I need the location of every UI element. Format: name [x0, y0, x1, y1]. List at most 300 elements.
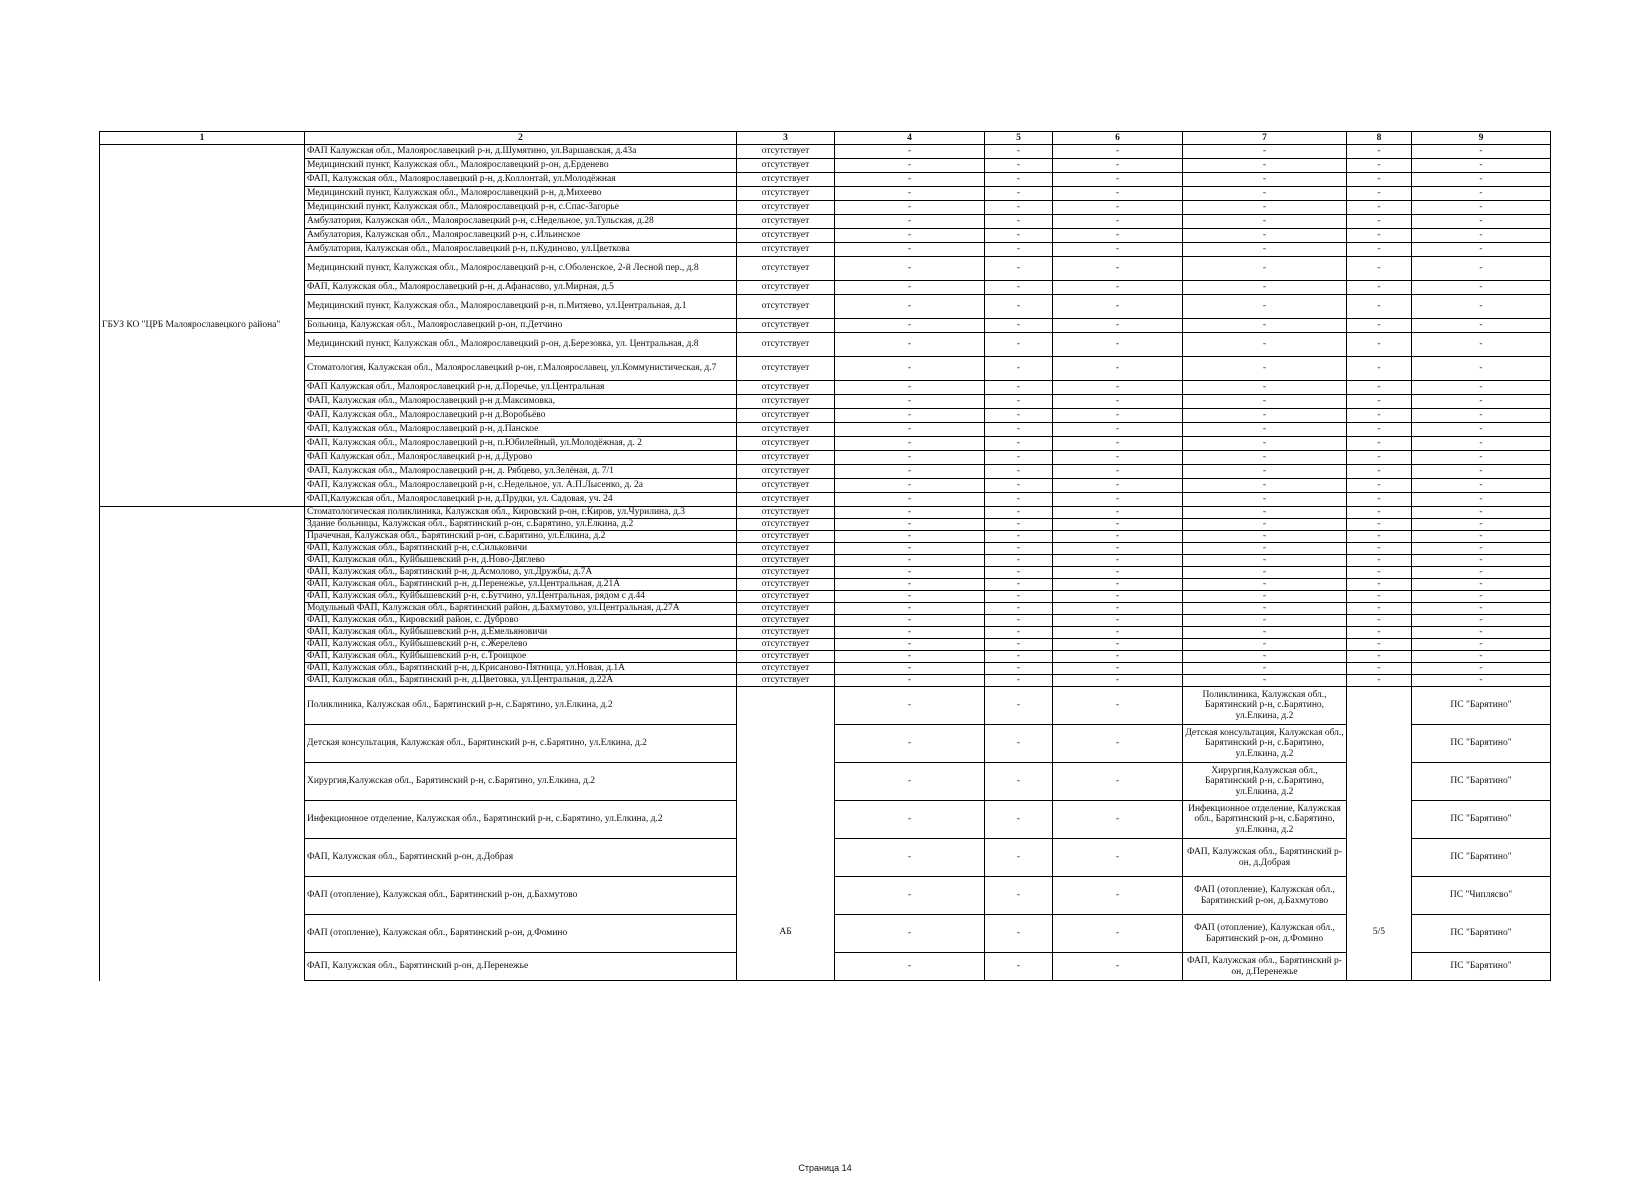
organization-cell [100, 507, 305, 981]
table-row [100, 543, 1551, 555]
value-cell: - [1053, 763, 1183, 801]
value-cell: - [985, 953, 1053, 981]
address-cell: ФАП, Калужская обл., Малоярославецкий р-н, д.Афанасово, ул.Мирная, д.5 [305, 281, 737, 295]
value-cell: - [1053, 319, 1183, 333]
value-cell: - [1412, 519, 1551, 531]
value-cell: - [835, 651, 985, 663]
status-cell: отсутствует [737, 243, 835, 257]
value-cell: - [985, 555, 1053, 567]
status-cell: отсутствует [737, 257, 835, 281]
value-cell: - [1183, 465, 1347, 479]
address-cell: Модульный ФАП, Калужская обл., Барятинский район, д.Бахмутово, ул.Центральная, д.27А [305, 603, 737, 615]
value-cell: - [1347, 675, 1412, 687]
address-cell: ФАП Калужская обл., Малоярославецкий р-н, д.Поречье, ул.Центральная [305, 381, 737, 395]
value-cell: - [1412, 173, 1551, 187]
value-cell: - [1183, 507, 1347, 519]
value-cell: - [1347, 591, 1412, 603]
value-cell: - [1053, 423, 1183, 437]
value-cell: - [985, 319, 1053, 333]
value-cell: - [1183, 451, 1347, 465]
table-row [100, 333, 1551, 357]
status-cell: отсутствует [737, 493, 835, 507]
status-cell: отсутствует [737, 357, 835, 381]
status-cell: отсутствует [737, 651, 835, 663]
value-cell: - [1053, 201, 1183, 215]
value-cell: - [835, 675, 985, 687]
value-cell: - [835, 333, 985, 357]
status-cell: отсутствует [737, 519, 835, 531]
value-cell: - [835, 555, 985, 567]
status-cell: отсутствует [737, 173, 835, 187]
value-cell: - [1183, 215, 1347, 229]
table-row [100, 591, 1551, 603]
organization-cell: ГБУЗ КО "ЦРБ Малоярославецкого района" [100, 145, 305, 507]
value-cell: - [1412, 507, 1551, 519]
value-cell: - [985, 725, 1053, 763]
value-cell: - [1183, 281, 1347, 295]
value-cell: - [1412, 567, 1551, 579]
value-cell: - [1183, 651, 1347, 663]
value-cell: - [1183, 591, 1347, 603]
value-cell: - [1347, 159, 1412, 173]
value-cell: - [835, 357, 985, 381]
value-cell: - [835, 243, 985, 257]
value-cell: - [985, 229, 1053, 243]
value-cell: - [1412, 531, 1551, 543]
value-cell: - [985, 381, 1053, 395]
value-cell: - [1183, 543, 1347, 555]
value-cell: - [1183, 295, 1347, 319]
value-cell: - [835, 801, 985, 839]
value-cell: - [1412, 493, 1551, 507]
table-row [100, 627, 1551, 639]
value-cell: - [1412, 229, 1551, 243]
value-cell: - [1347, 381, 1412, 395]
status-cell: отсутствует [737, 215, 835, 229]
value-cell: - [1183, 243, 1347, 257]
value-cell: - [1412, 591, 1551, 603]
value-cell: - [1347, 567, 1412, 579]
value-cell: - [985, 215, 1053, 229]
table-row [100, 639, 1551, 651]
value-cell: - [1183, 567, 1347, 579]
value-cell: - [1053, 639, 1183, 651]
address-cell: Медицинский пункт, Калужская обл., Малоярославецкий р-н, п.Митяево, ул.Центральная, д.1 [305, 295, 737, 319]
value-cell: - [1347, 651, 1412, 663]
value-cell: - [1183, 555, 1347, 567]
value-cell: - [1183, 381, 1347, 395]
status-cell: отсутствует [737, 567, 835, 579]
value-cell: - [1347, 479, 1412, 493]
value-cell: - [835, 215, 985, 229]
value-cell: - [1053, 591, 1183, 603]
value-cell: - [835, 579, 985, 591]
value-cell: - [1053, 915, 1183, 953]
value-cell: - [1347, 257, 1412, 281]
value-cell: - [1053, 465, 1183, 479]
value-cell: - [1053, 173, 1183, 187]
address-cell: ФАП, Калужская обл., Куйбышевский р-н, д.Ново-Дяглево [305, 555, 737, 567]
value-cell: - [1412, 319, 1551, 333]
value-cell: - [1347, 295, 1412, 319]
value-cell: - [1053, 725, 1183, 763]
value-cell: - [835, 627, 985, 639]
address-cell: ФАП, Калужская обл., Кировский район, с. Дуброво [305, 615, 737, 627]
value-cell: - [1053, 603, 1183, 615]
value-cell: - [1347, 409, 1412, 423]
table-body [100, 132, 1551, 981]
table-row [100, 423, 1551, 437]
value-cell: - [1183, 627, 1347, 639]
status-cell: отсутствует [737, 507, 835, 519]
address-cell: Амбулатория, Калужская обл., Малоярославецкий р-н, с.Ильинское [305, 229, 737, 243]
value-cell: - [1412, 357, 1551, 381]
value-cell: - [1412, 409, 1551, 423]
header-cell: 3 [737, 132, 835, 145]
value-cell: - [985, 423, 1053, 437]
value-cell: - [1347, 579, 1412, 591]
value-cell: - [835, 877, 985, 915]
status-cell: отсутствует [737, 663, 835, 675]
address-cell: ФАП (отопление), Калужская обл., Барятинский р-он, д.Фомино [305, 915, 737, 953]
value-cell: - [1412, 381, 1551, 395]
value-cell: - [1347, 437, 1412, 451]
value-cell: - [1412, 215, 1551, 229]
value-cell: - [835, 839, 985, 877]
value-cell: - [835, 603, 985, 615]
substation-cell: ПС "Барятино" [1412, 763, 1551, 801]
value-cell: - [985, 507, 1053, 519]
header-cell: 8 [1347, 132, 1412, 145]
status-cell: отсутствует [737, 409, 835, 423]
value-cell: - [1347, 615, 1412, 627]
value-cell: - [835, 663, 985, 675]
status-cell: отсутствует [737, 229, 835, 243]
address-cell: Здание больницы, Калужская обл., Барятинский р-он, с.Барятино, ул.Елкина, д.2 [305, 519, 737, 531]
value-cell: - [1053, 567, 1183, 579]
value-cell: - [835, 591, 985, 603]
value-cell: - [1183, 579, 1347, 591]
address-cell: ФАП, Калужская обл., Барятинский р-он, д.Добрая [305, 839, 737, 877]
address-cell: ФАП Калужская обл., Малоярославецкий р-н, д.Шумятино, ул.Варшавская, д.43а [305, 145, 737, 159]
value-cell: - [835, 257, 985, 281]
value-cell: - [1347, 173, 1412, 187]
value-cell: - [1053, 493, 1183, 507]
table-row [100, 173, 1551, 187]
address-cell: ФАП, Калужская обл., Куйбышевский р-н, с.Троицкое [305, 651, 737, 663]
value-cell: - [835, 201, 985, 215]
address-cell: ФАП, Калужская обл., Малоярославецкий р-н, с.Недельное, ул. А.П.Лысенко, д. 2а [305, 479, 737, 493]
address-cell: ФАП, Калужская обл., Барятинский р-н, д.Крисаново-Пятница, ул.Новая, д.1А [305, 663, 737, 675]
address-cell: ФАП,Калужская обл., Малоярославецкий р-н, д.Прудки, ул. Садовая, уч. 24 [305, 493, 737, 507]
value-cell: - [1412, 257, 1551, 281]
status-cell: отсутствует [737, 281, 835, 295]
status-cell: отсутствует [737, 159, 835, 173]
value-cell: - [1347, 281, 1412, 295]
value-cell: - [1347, 451, 1412, 465]
status-cell: отсутствует [737, 423, 835, 437]
value-cell: - [1412, 479, 1551, 493]
address-cell: Медицинский пункт, Калужская обл., Малоярославецкий р-н, д.Михеево [305, 187, 737, 201]
value-cell: - [1053, 357, 1183, 381]
substation-cell: ПС "Барятино" [1412, 687, 1551, 725]
table-row [100, 281, 1551, 295]
value-cell: - [1347, 555, 1412, 567]
value-cell: - [1053, 479, 1183, 493]
table-row [100, 409, 1551, 423]
value-cell: - [1053, 187, 1183, 201]
address-cell: Стоматологическая поликлиника, Калужская обл., Кировский р-он, г.Киров, ул.Чурилина, д.3 [305, 507, 737, 519]
value-cell: - [1053, 543, 1183, 555]
header-cell: 1 [100, 132, 305, 145]
connection-point-cell: Хирургия,Калужская обл., Барятинский р-н, с.Барятино, ул.Елкина, д.2 [1183, 763, 1347, 801]
value-cell: - [985, 663, 1053, 675]
address-cell: ФАП, Калужская обл., Барятинский р-он, д.Перенежье [305, 953, 737, 981]
table-row [100, 579, 1551, 591]
value-cell: - [1183, 409, 1347, 423]
value-cell: - [985, 173, 1053, 187]
table-row [100, 295, 1551, 319]
value-cell: - [1053, 675, 1183, 687]
header-cell: 6 [1053, 132, 1183, 145]
value-cell: - [1183, 615, 1347, 627]
value-cell: - [985, 603, 1053, 615]
value-cell: - [1183, 519, 1347, 531]
value-cell: - [1412, 555, 1551, 567]
value-cell: - [985, 591, 1053, 603]
value-cell: - [1053, 627, 1183, 639]
status-cell: отсутствует [737, 145, 835, 159]
status-cell: отсутствует [737, 381, 835, 395]
value-cell: - [1053, 451, 1183, 465]
address-cell: ФАП, Калужская обл., Куйбышевский р-н, д.Емельяновичи [305, 627, 737, 639]
value-cell: - [1183, 639, 1347, 651]
table-row [100, 531, 1551, 543]
table-row [100, 479, 1551, 493]
value-cell: - [835, 423, 985, 437]
connection-point-cell: ФАП (отопление), Калужская обл., Барятинский р-он, д.Фомино [1183, 915, 1347, 953]
value-cell: - [1347, 187, 1412, 201]
value-cell: - [1053, 215, 1183, 229]
value-cell: - [1183, 173, 1347, 187]
value-cell: - [1412, 627, 1551, 639]
value-cell: - [1183, 437, 1347, 451]
substation-cell: ПС "Барятино" [1412, 725, 1551, 763]
substation-cell: ПС "Барятино" [1412, 915, 1551, 953]
value-cell: - [1053, 145, 1183, 159]
value-cell: - [1183, 479, 1347, 493]
table-row [100, 159, 1551, 173]
value-cell: - [1053, 531, 1183, 543]
value-cell: - [835, 187, 985, 201]
value-cell: - [1053, 579, 1183, 591]
value-cell: - [985, 493, 1053, 507]
value-cell: - [1053, 409, 1183, 423]
table-row [100, 229, 1551, 243]
value-cell: - [1347, 465, 1412, 479]
value-cell: - [1183, 145, 1347, 159]
value-cell: - [1347, 543, 1412, 555]
value-cell: - [1347, 493, 1412, 507]
value-cell: - [1053, 381, 1183, 395]
table-row [100, 519, 1551, 531]
value-cell: - [985, 763, 1053, 801]
value-cell: - [985, 357, 1053, 381]
value-cell: - [985, 187, 1053, 201]
value-cell: - [835, 409, 985, 423]
value-cell: - [1053, 281, 1183, 295]
value-cell: - [835, 451, 985, 465]
value-cell: - [1053, 687, 1183, 725]
value-cell: - [985, 145, 1053, 159]
value-cell: - [835, 465, 985, 479]
value-cell: - [835, 687, 985, 725]
table-row [100, 187, 1551, 201]
connection-point-cell: ФАП (отопление), Калужская обл., Барятинский р-он, д.Бахмутово [1183, 877, 1347, 915]
value-cell: - [1412, 281, 1551, 295]
status-cell: отсутствует [737, 465, 835, 479]
status-cell: отсутствует [737, 479, 835, 493]
value-cell: - [1183, 201, 1347, 215]
value-cell: - [835, 281, 985, 295]
status-cell: отсутствует [737, 603, 835, 615]
address-cell: ФАП, Калужская обл., Куйбышевский р-н, с.Жерелево [305, 639, 737, 651]
value-cell: - [1053, 615, 1183, 627]
value-cell: - [1412, 675, 1551, 687]
status-cell: отсутствует [737, 451, 835, 465]
value-cell: - [1183, 257, 1347, 281]
value-cell: - [835, 725, 985, 763]
value-cell: - [1053, 395, 1183, 409]
value-cell: - [1347, 507, 1412, 519]
value-cell: - [1412, 243, 1551, 257]
value-cell: - [835, 159, 985, 173]
value-cell: - [1053, 953, 1183, 981]
address-cell: Медицинский пункт, Калужская обл., Малоярославецкий р-н, с.Спас-Загорье [305, 201, 737, 215]
value-cell: - [985, 451, 1053, 465]
value-cell: - [1412, 423, 1551, 437]
value-cell: - [835, 173, 985, 187]
value-cell: - [835, 437, 985, 451]
value-cell: - [985, 295, 1053, 319]
value-cell: - [1053, 877, 1183, 915]
value-cell: - [1412, 451, 1551, 465]
status-cell: отсутствует [737, 187, 835, 201]
value-cell: - [835, 639, 985, 651]
merged-cell-col8 [1347, 687, 1412, 981]
value-cell: - [1412, 543, 1551, 555]
value-cell: - [1053, 663, 1183, 675]
value-cell: - [835, 493, 985, 507]
header-cell: 4 [835, 132, 985, 145]
header-cell: 5 [985, 132, 1053, 145]
value-cell: - [1053, 507, 1183, 519]
value-cell: - [985, 639, 1053, 651]
connection-point-cell: ФАП, Калужская обл., Барятинский р-он, д.Перенежье [1183, 953, 1347, 981]
status-cell: отсутствует [737, 319, 835, 333]
table-row [100, 615, 1551, 627]
category-label: АБ [779, 927, 792, 937]
value-cell: - [1183, 493, 1347, 507]
address-cell: Стоматология, Калужская обл., Малоярославецкий р-он, г.Малоярославец, ул.Коммунистическая, д.7 [305, 357, 737, 381]
address-cell: Больница, Калужская обл., Малоярославецкий р-он, п.Детчино [305, 319, 737, 333]
value-cell: - [835, 953, 985, 981]
value-cell: - [1347, 357, 1412, 381]
value-cell: - [985, 579, 1053, 591]
status-cell: отсутствует [737, 675, 835, 687]
substation-cell: ПС "Барятино" [1412, 801, 1551, 839]
table-row [100, 257, 1551, 281]
value-cell: - [1183, 229, 1347, 243]
value-cell: - [985, 395, 1053, 409]
table-row [100, 555, 1551, 567]
value-cell: - [985, 409, 1053, 423]
table-row [100, 215, 1551, 229]
table-row [100, 145, 1551, 159]
value-cell: - [1053, 839, 1183, 877]
value-cell: - [1347, 639, 1412, 651]
status-cell: отсутствует [737, 201, 835, 215]
table-row [100, 357, 1551, 381]
address-cell: Медицинский пункт, Калужская обл., Малоярославецкий р-н, с.Оболенское, 2-й Лесной пер., д.8 [305, 257, 737, 281]
table-row [100, 493, 1551, 507]
value-cell: - [1412, 201, 1551, 215]
address-cell: ФАП, Калужская обл., Малоярославецкий р-н, д. Рябцево, ул.Зелёная, д. 7/1 [305, 465, 737, 479]
value-cell: - [1053, 229, 1183, 243]
value-cell: - [1053, 295, 1183, 319]
address-cell: ФАП, Калужская обл., Малоярославецкий р-н д.Максимовка, [305, 395, 737, 409]
value-cell: - [985, 479, 1053, 493]
address-cell: ФАП, Калужская обл., Барятинский р-н, с.Сильковичи [305, 543, 737, 555]
value-cell: - [1412, 465, 1551, 479]
status-cell: отсутствует [737, 395, 835, 409]
table-row [100, 687, 1551, 725]
table-row [100, 603, 1551, 615]
table-row [100, 651, 1551, 663]
status-cell: отсутствует [737, 615, 835, 627]
value-cell: - [985, 437, 1053, 451]
value-cell: - [1053, 257, 1183, 281]
header-row [100, 132, 1551, 145]
value-cell: - [1183, 319, 1347, 333]
value-cell: - [1183, 531, 1347, 543]
address-cell: Медицинский пункт, Калужская обл., Малоярославецкий р-он, д.Березовка, ул. Центральная, д.8 [305, 333, 737, 357]
value-cell: - [1347, 663, 1412, 675]
value-cell: - [835, 229, 985, 243]
value-cell: - [1053, 437, 1183, 451]
value-cell: - [835, 295, 985, 319]
value-cell: - [1183, 159, 1347, 173]
status-cell: отсутствует [737, 591, 835, 603]
value-cell: - [985, 243, 1053, 257]
substation-cell: ПС "Барятино" [1412, 953, 1551, 981]
address-cell: Инфекционное отделение, Калужская обл., Барятинский р-н, с.Барятино, ул.Елкина, д.2 [305, 801, 737, 839]
value-cell: - [1183, 395, 1347, 409]
value-cell: - [835, 915, 985, 953]
value-cell: - [1183, 603, 1347, 615]
value-cell: - [835, 479, 985, 493]
value-cell: - [985, 567, 1053, 579]
value-cell: - [985, 159, 1053, 173]
value-cell: - [985, 615, 1053, 627]
table-row [100, 507, 1551, 519]
status-cell: отсутствует [737, 295, 835, 319]
value-cell: - [985, 543, 1053, 555]
address-cell: ФАП, Калужская обл., Малоярославецкий р-н, д.Коллонтай, ул.Молодёжная [305, 173, 737, 187]
table-row [100, 567, 1551, 579]
address-cell: ФАП, Калужская обл., Барятинский р-н, д.Цветовка, ул.Центральная, д.22А [305, 675, 737, 687]
value-cell: - [1347, 423, 1412, 437]
